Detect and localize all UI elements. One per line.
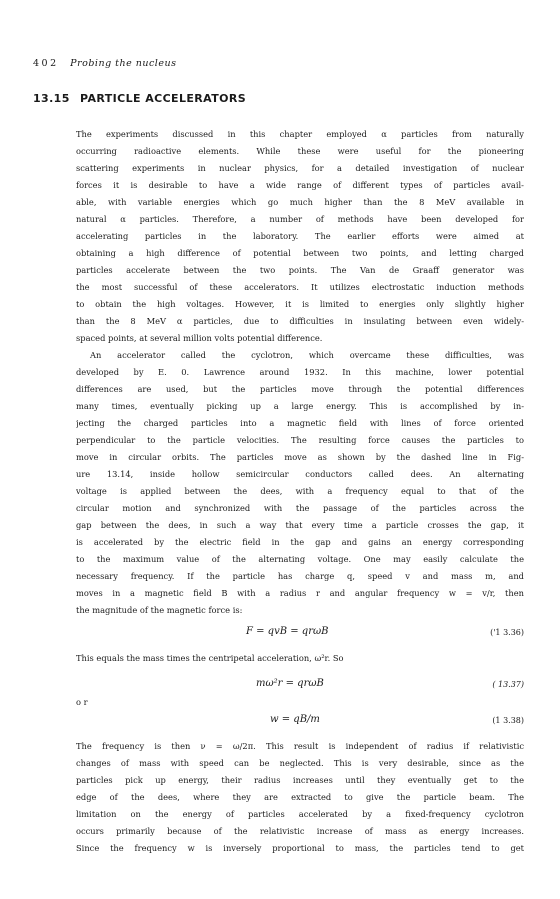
text-line: The frequency is then ν = ω/2π. This result is independent of radius if relativistic xyxy=(76,741,524,751)
text-line: occurs primarily because of the relativistic increase of mass as energy increases. xyxy=(76,826,524,836)
text-line: o r xyxy=(76,697,88,707)
inline-text xyxy=(76,650,524,667)
text-line: An accelerator called the cyclotron, which overcame these difficulties, was xyxy=(90,350,524,360)
equation-expression: F = qvB = qrωB xyxy=(246,626,329,637)
text-line: Since the frequency w is inversely proportional to mass, the particles tend to get xyxy=(76,843,524,853)
text-line: spaced points, at several million volts potential difference. xyxy=(76,333,323,343)
text-line: obtaining a high difference of potential between two points, and letting charged xyxy=(76,248,524,258)
text-line: particles pick up energy, their radius increases until they eventually get to the xyxy=(76,775,524,785)
equation-expression: mω²r = qrωB xyxy=(256,678,324,689)
paragraph-3 xyxy=(76,738,524,857)
text-line: developed by E. 0. Lawrence around 1932. In this machine, lower potential xyxy=(76,367,524,377)
text-line: differences are used, but the particles move through the potential differences xyxy=(76,384,524,394)
text-line: limitation on the energy of particles accelerated by a fixed-frequency cyclotron xyxy=(76,809,524,819)
connective-text xyxy=(76,694,524,711)
page-number: 402 xyxy=(33,58,59,69)
paragraph-1 xyxy=(76,126,524,347)
text-line: scattering experiments in nuclear physics, for a detailed investigation of nuclear xyxy=(76,163,524,173)
text-line: moves in a magnetic field B with a radius r and angular frequency w = v/r, then xyxy=(76,588,524,598)
text-line: ure 13.14, inside hollow semicircular conductors called dees. An alternating xyxy=(76,469,524,479)
equation-expression: w = qB/m xyxy=(270,714,320,725)
text-line: perpendicular to the particle velocities. The resulting force causes the particles to xyxy=(76,435,524,445)
running-header xyxy=(33,58,176,69)
text-line: accelerating particles in the laboratory. The earlier efforts were aimed at xyxy=(76,231,524,241)
section-heading xyxy=(33,92,246,105)
text-line: edge of the dees, where they are extracted to give the particle beam. The xyxy=(76,792,524,802)
text-line: jecting the charged particles into a magnetic field with lines of force oriented xyxy=(76,418,524,428)
text-line: voltage is applied between the dees, with a frequency equal to that of the xyxy=(76,486,524,496)
text-line: than the 8 MeV α particles, due to difficulties in insulating between even widely- xyxy=(76,316,524,326)
equation-number: ('1 3.36) xyxy=(490,628,524,637)
text-line: gap between the dees, in such a way that every time a particle crosses the gap, it xyxy=(76,520,524,530)
text-line: This equals the mass times the centripetal acceleration, ω²r. So xyxy=(76,653,344,663)
text-line: many times, eventually picking up a large energy. This is accomplished by in- xyxy=(76,401,524,411)
section-title: PARTICLE ACCELERATORS xyxy=(80,92,247,105)
text-line: The experiments discussed in this chapter employed α particles from naturally xyxy=(76,129,524,139)
equation-13-36 xyxy=(76,626,524,646)
text-line: forces it is desirable to have a wide range of different types of particles avail- xyxy=(76,180,524,190)
section-number: 13.15 xyxy=(33,92,70,105)
running-title: Probing the nucleus xyxy=(70,58,177,69)
equation-13-38 xyxy=(76,714,524,734)
text-line: move in circular orbits. The particles move as shown by the dashed line in Fig- xyxy=(76,452,524,462)
text-line: occurring radioactive elements. While these were useful for the pioneering xyxy=(76,146,524,156)
text-line: the most successful of these accelerators. It utilizes electrostatic induction methods xyxy=(76,282,524,292)
paragraph-2 xyxy=(76,347,524,619)
text-line: to obtain the high voltages. However, it is limited to energies only slightly higher xyxy=(76,299,524,309)
text-line: necessary frequency. If the particle has charge q, speed v and mass m, and xyxy=(76,571,524,581)
text-line: able, with variable energies which go much higher than the 8 MeV available in xyxy=(76,197,524,207)
equation-number: (1 3.38) xyxy=(492,716,524,725)
text-line: is accelerated by the electric field in the gap and gains an energy corresponding xyxy=(76,537,524,547)
text-line: the magnitude of the magnetic force is: xyxy=(76,605,243,615)
equation-number: ( 13.37) xyxy=(492,680,524,689)
text-line: natural α particles. Therefore, a number of methods have been developed for xyxy=(76,214,524,224)
text-line: particles accelerate between the two points. The Van de Graaff generator was xyxy=(76,265,524,275)
text-line: circular motion and synchronized with the passage of the particles across the xyxy=(76,503,524,513)
text-line: to the maximum value of the alternating voltage. One may easily calculate the xyxy=(76,554,524,564)
text-line: changes of mass with speed can be neglected. This is very desirable, since as the xyxy=(76,758,524,768)
